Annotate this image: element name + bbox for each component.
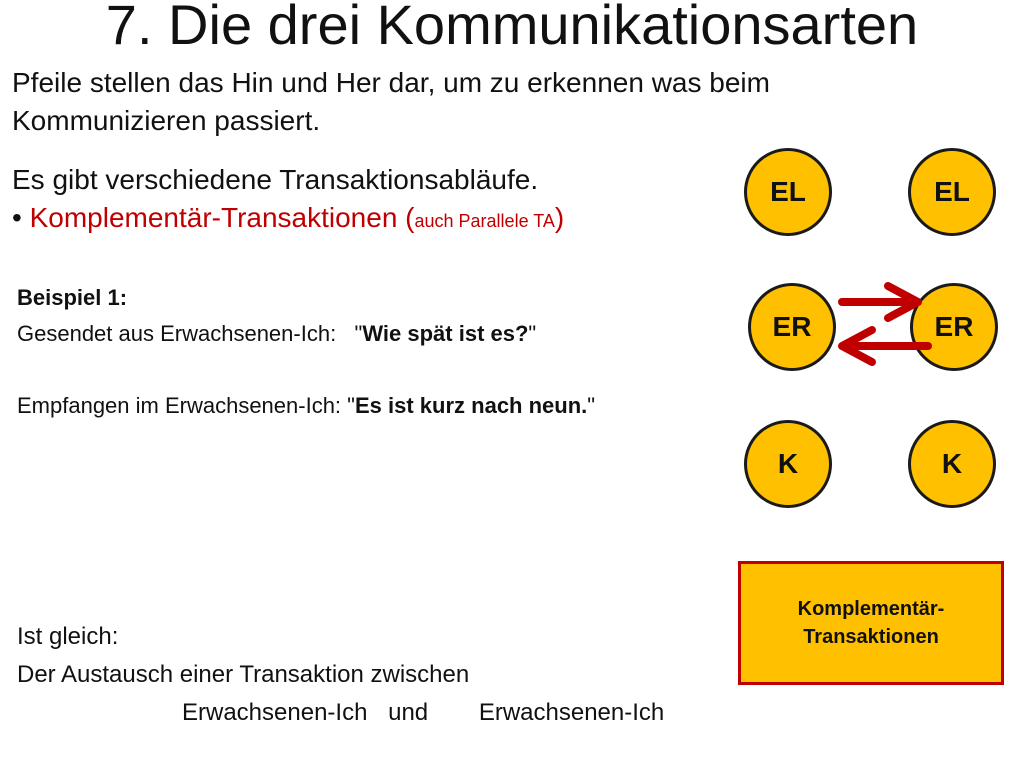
transaction-arrows [828, 278, 938, 368]
received-quote: Es ist kurz nach neun. [354, 393, 588, 418]
left-er-circle: ER [748, 283, 836, 371]
intro-line-2: Kommunizieren passiert. [12, 105, 321, 136]
bullet-item [12, 200, 564, 239]
sent-prefix: Gesendet aus Erwachsenen-Ich: " [17, 321, 363, 346]
footer-ich-right: Erwachsenen-Ich [478, 699, 665, 726]
example-heading: Beispiel 1: [17, 285, 128, 310]
footer-und: und [388, 699, 429, 726]
left-k-circle: K [744, 420, 832, 508]
example-spacer [17, 352, 595, 388]
left-el-circle: EL [744, 148, 832, 236]
received-suffix: " [587, 393, 596, 418]
arrow-left-icon [842, 330, 928, 362]
footer-line-2: Der Austausch einer Transaktion zwischen [17, 661, 470, 688]
intro-text [12, 64, 892, 140]
sent-suffix: " [528, 321, 537, 346]
footer-line-1: Ist gleich: [17, 623, 119, 650]
slide-title: 7. Die drei Kommunikationsarten [105, 0, 919, 56]
ablauf-text: Es gibt verschiedene Transaktionsabläufe. [12, 164, 539, 195]
footer-ich-left: Erwachsenen-Ich [182, 699, 368, 726]
right-k-circle: K [908, 420, 996, 508]
bullet-small: auch Parallele TA [414, 211, 555, 231]
right-el-circle: EL [908, 148, 996, 236]
bullet-marker: • [12, 202, 22, 233]
arrow-right-icon [842, 286, 918, 318]
complementary-transactions-box [738, 561, 1004, 685]
box-line-2: Transaktionen [803, 626, 939, 648]
bullet-close: ) [554, 202, 565, 233]
bullet-label: Komplementär-Transaktionen ( [29, 202, 415, 233]
footer-line-3 [17, 694, 664, 732]
right-er-circle: ER [910, 283, 998, 371]
received-prefix: Empfangen im Erwachsenen-Ich: " [17, 393, 355, 418]
box-line-1: Komplementär- [797, 598, 945, 620]
sent-quote: Wie spät ist es? [362, 321, 529, 346]
example-block [17, 280, 595, 424]
example-sent [17, 316, 595, 352]
footer-block [17, 618, 664, 732]
intro-line-1: Pfeile stellen das Hin und Her dar, um zu erkennen was beim [12, 67, 770, 98]
example-received [17, 388, 595, 424]
